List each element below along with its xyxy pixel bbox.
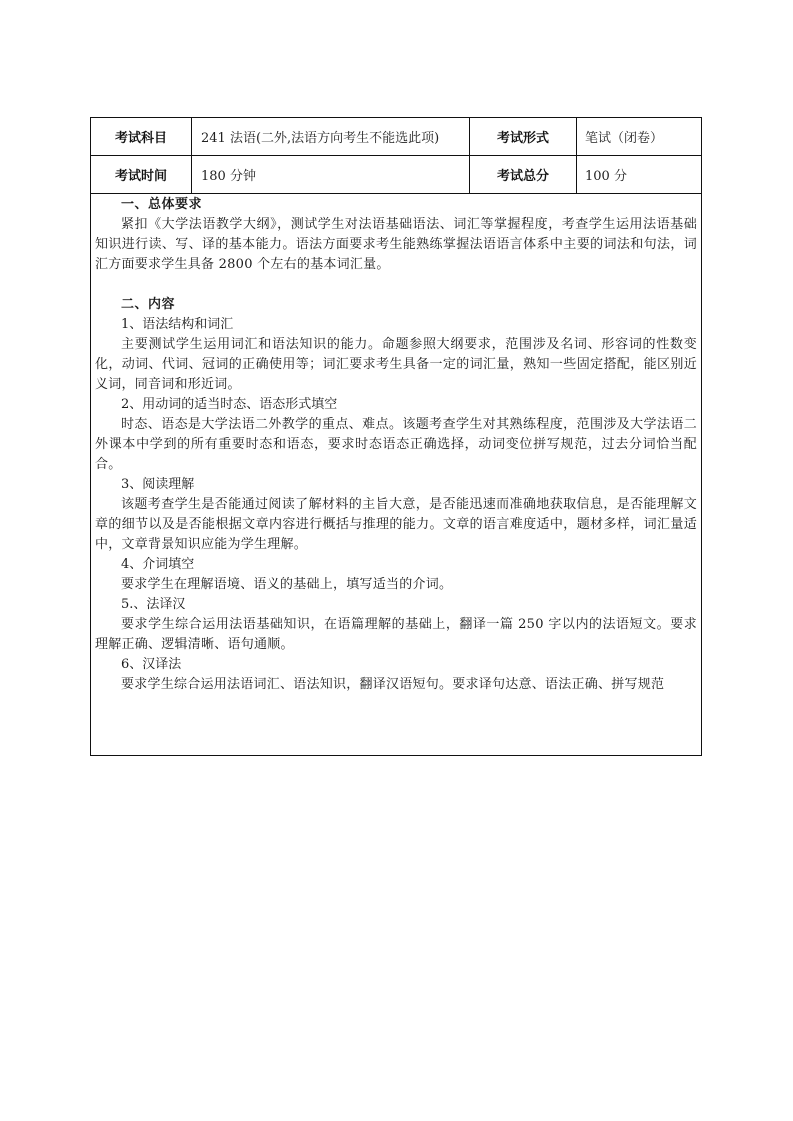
format-value: 笔试（闭卷） [585,131,664,146]
syllabus-body [91,195,701,695]
exam-syllabus-table [90,117,702,756]
spacer [95,275,697,295]
time-label: 考试时间 [114,169,167,184]
subject-value-cell [192,118,470,155]
content-item-title: 5.、法译汉 [121,597,186,612]
content-item-title: 4、介词填空 [121,557,195,572]
score-value: 100 分 [585,169,627,184]
subject-label: 考试科目 [114,131,167,146]
time-label-cell [91,156,192,193]
format-value-cell [577,118,701,155]
content-item-text: 主要测试学生运用词汇和语法知识的能力。命题参照大纲要求，范围涉及名词、形容词的性数变化，动词、代词、冠词的正确使用等；词汇要求考生具备一定的词汇量，熟知一些固定搭配，能区别近义词，同音词和形近词。 [95,337,697,392]
time-value: 180 分钟 [201,169,256,184]
content-item-text: 要求学生综合运用法语词汇、语法知识，翻译汉语短句。要求译句达意、语法正确、拼写规范 [121,677,665,692]
subject-label-cell [91,118,192,155]
format-label: 考试形式 [496,131,549,146]
content-item-title: 1、语法结构和词汇 [121,317,234,332]
content-item-title: 2、用动词的适当时态、语态形式填空 [121,397,338,412]
general-requirements-paragraph: 紧扣《大学法语教学大纲》，测试学生对法语基础语法、词汇等掌握程度，考查学生运用法语基础知识进行读、写、译的基本能力。语法方面要求考生能熟练掌握法语语言体系中主要的词法和句法，词汇方面要求学生具备 2800 个左右的基本词汇量。 [95,217,697,272]
score-value-cell [577,156,701,193]
content-item-text: 要求学生在理解语境、语义的基础上，填写适当的介词。 [121,577,453,592]
content-item-title: 6、汉译法 [121,657,182,672]
table-row-time [91,156,701,194]
time-value-cell [192,156,470,193]
table-row-subject [91,118,701,156]
section-heading-general: 一、总体要求 [121,197,203,212]
content-item-text: 该题考查学生是否能通过阅读了解材料的主旨大意，是否能迅速而准确地获取信息，是否能理解文章的细节以及是否能根据文章内容进行概括与推理的能力。文章的语言难度适中，题材多样，词汇量适中，文章背景知识应能为学生理解。 [95,497,697,552]
subject-value: 241 法语(二外,法语方向考生不能选此项) [201,131,440,146]
score-label-cell [470,156,577,193]
content-item-title: 3、阅读理解 [121,477,195,492]
content-item-text: 要求学生综合运用法语基础知识，在语篇理解的基础上，翻译一篇 250 字以内的法语短文。要求理解正确、逻辑清晰、语句通顺。 [95,617,697,652]
score-label: 考试总分 [496,169,549,184]
content-item-text: 时态、语态是大学法语二外教学的重点、难点。该题考查学生对其熟练程度，范围涉及大学法语二外课本中学到的所有重要时态和语态，要求时态语态正确选择，动词变位拼写规范，过去分词恰当配合。 [95,417,697,472]
section-heading-content: 二、内容 [121,297,176,312]
format-label-cell [470,118,577,155]
